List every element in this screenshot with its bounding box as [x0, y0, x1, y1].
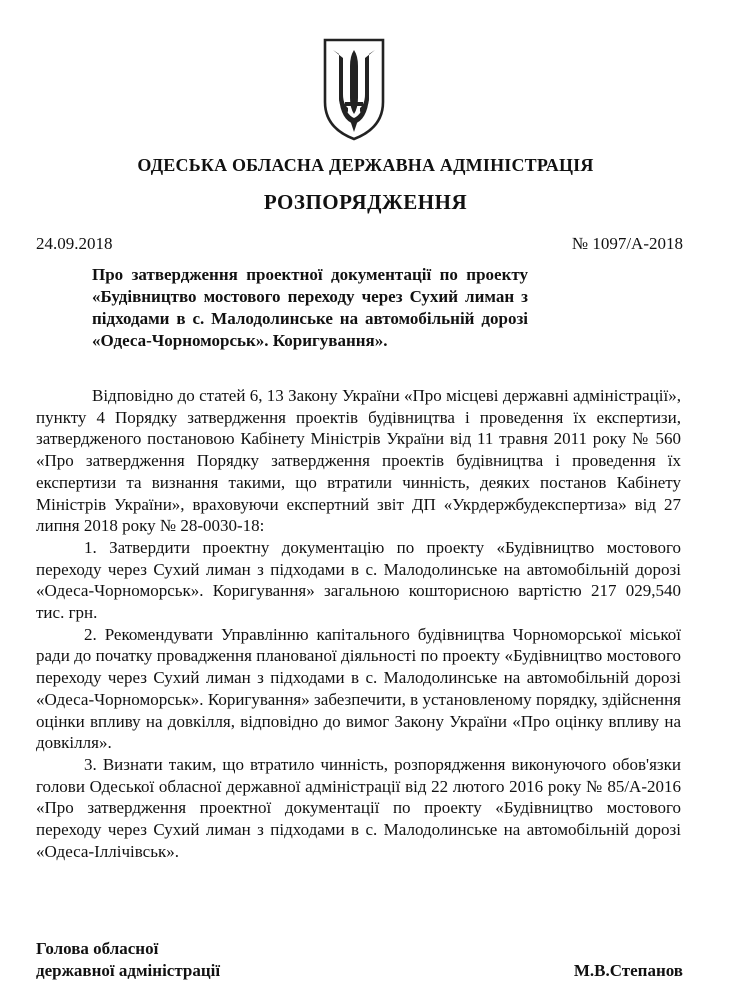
- document-type: РОЗПОРЯДЖЕННЯ: [263, 190, 468, 214]
- list-item: 3. Визнати таким, що втратило чинність, розпорядження виконуючого обов'язки голови Одеської обласної державної адміністрації від 22 лютого 2016 року № 85/А-2016 «Про затвердження проектної документації по проекту «Будівництво мостового переходу через Сухий лиман з підходами в с. Малодолинське на автомобільній дорозі «Одеса-Іллічівськ».: [36, 754, 681, 861]
- preamble-paragraph: Відповідно до статей 6, 13 Закону України «Про місцеві державні адміністрації», пункту 4 Порядку затвердження проектів будівництва і проведення їх експертизи, затвердженого постановою Кабінету Міністрів України від 11 травня 2011 року № 560 «Про затвердження Порядку затвердження проектів будівництва і проведення їх експертизи та визнання такими, що втратили чинність, деяких постанов Кабінету Міністрів України», враховуючи експертний звіт ДП «Укрдержбудекспертиза» від 27 липня 2018 року № 28-0030-18:: [36, 386, 681, 536]
- document-number: № 1097/А-2018: [571, 234, 683, 253]
- signatory-name: М.В.Степанов: [573, 961, 683, 980]
- trident-coat-of-arms-icon: [319, 36, 389, 141]
- document-body: [36, 385, 681, 862]
- list-item: 1. Затвердити проектну документацію по проекту «Будівництво мостового переходу через Сухий лиман з підходами в с. Малодолинське на автомобільній дорозі «Одеса-Чорноморськ». Коригування» загальною кошторисною вартістю 217 029,540 тис. грн.: [36, 537, 681, 623]
- signatory-position: [36, 938, 220, 981]
- document-subject: Про затвердження проектної документації по проекту «Будівництво мостового переходу через Сухий лиман з підходами в с. Малодолинське на автомобільній дорозі «Одеса-Чорноморськ». Коригування».: [92, 265, 528, 350]
- document-date: 24.09.2018: [36, 234, 113, 253]
- signatory-position-line1: Голова обласної: [36, 939, 159, 958]
- signatory-position-line2: державної адміністрації: [36, 960, 221, 980]
- organization-name: ОДЕСЬКА ОБЛАСНА ДЕРЖАВНА АДМІНІСТРАЦІЯ: [137, 155, 594, 175]
- list-item: 2. Рекомендувати Управлінню капітального будівництва Чорноморської міської ради до початку провадження планованої діяльності по проекту «Будівництво мостового переходу через Сухий лиман з підходами в с. Малодолинське на автомобільній дорозі «Одеса-Чорноморськ». Коригування» забезпечити, в установленому порядку, здійснення оцінки впливу на довкілля, відповідно до вимог Закону України «Про оцінку впливу на довкілля».: [36, 624, 681, 753]
